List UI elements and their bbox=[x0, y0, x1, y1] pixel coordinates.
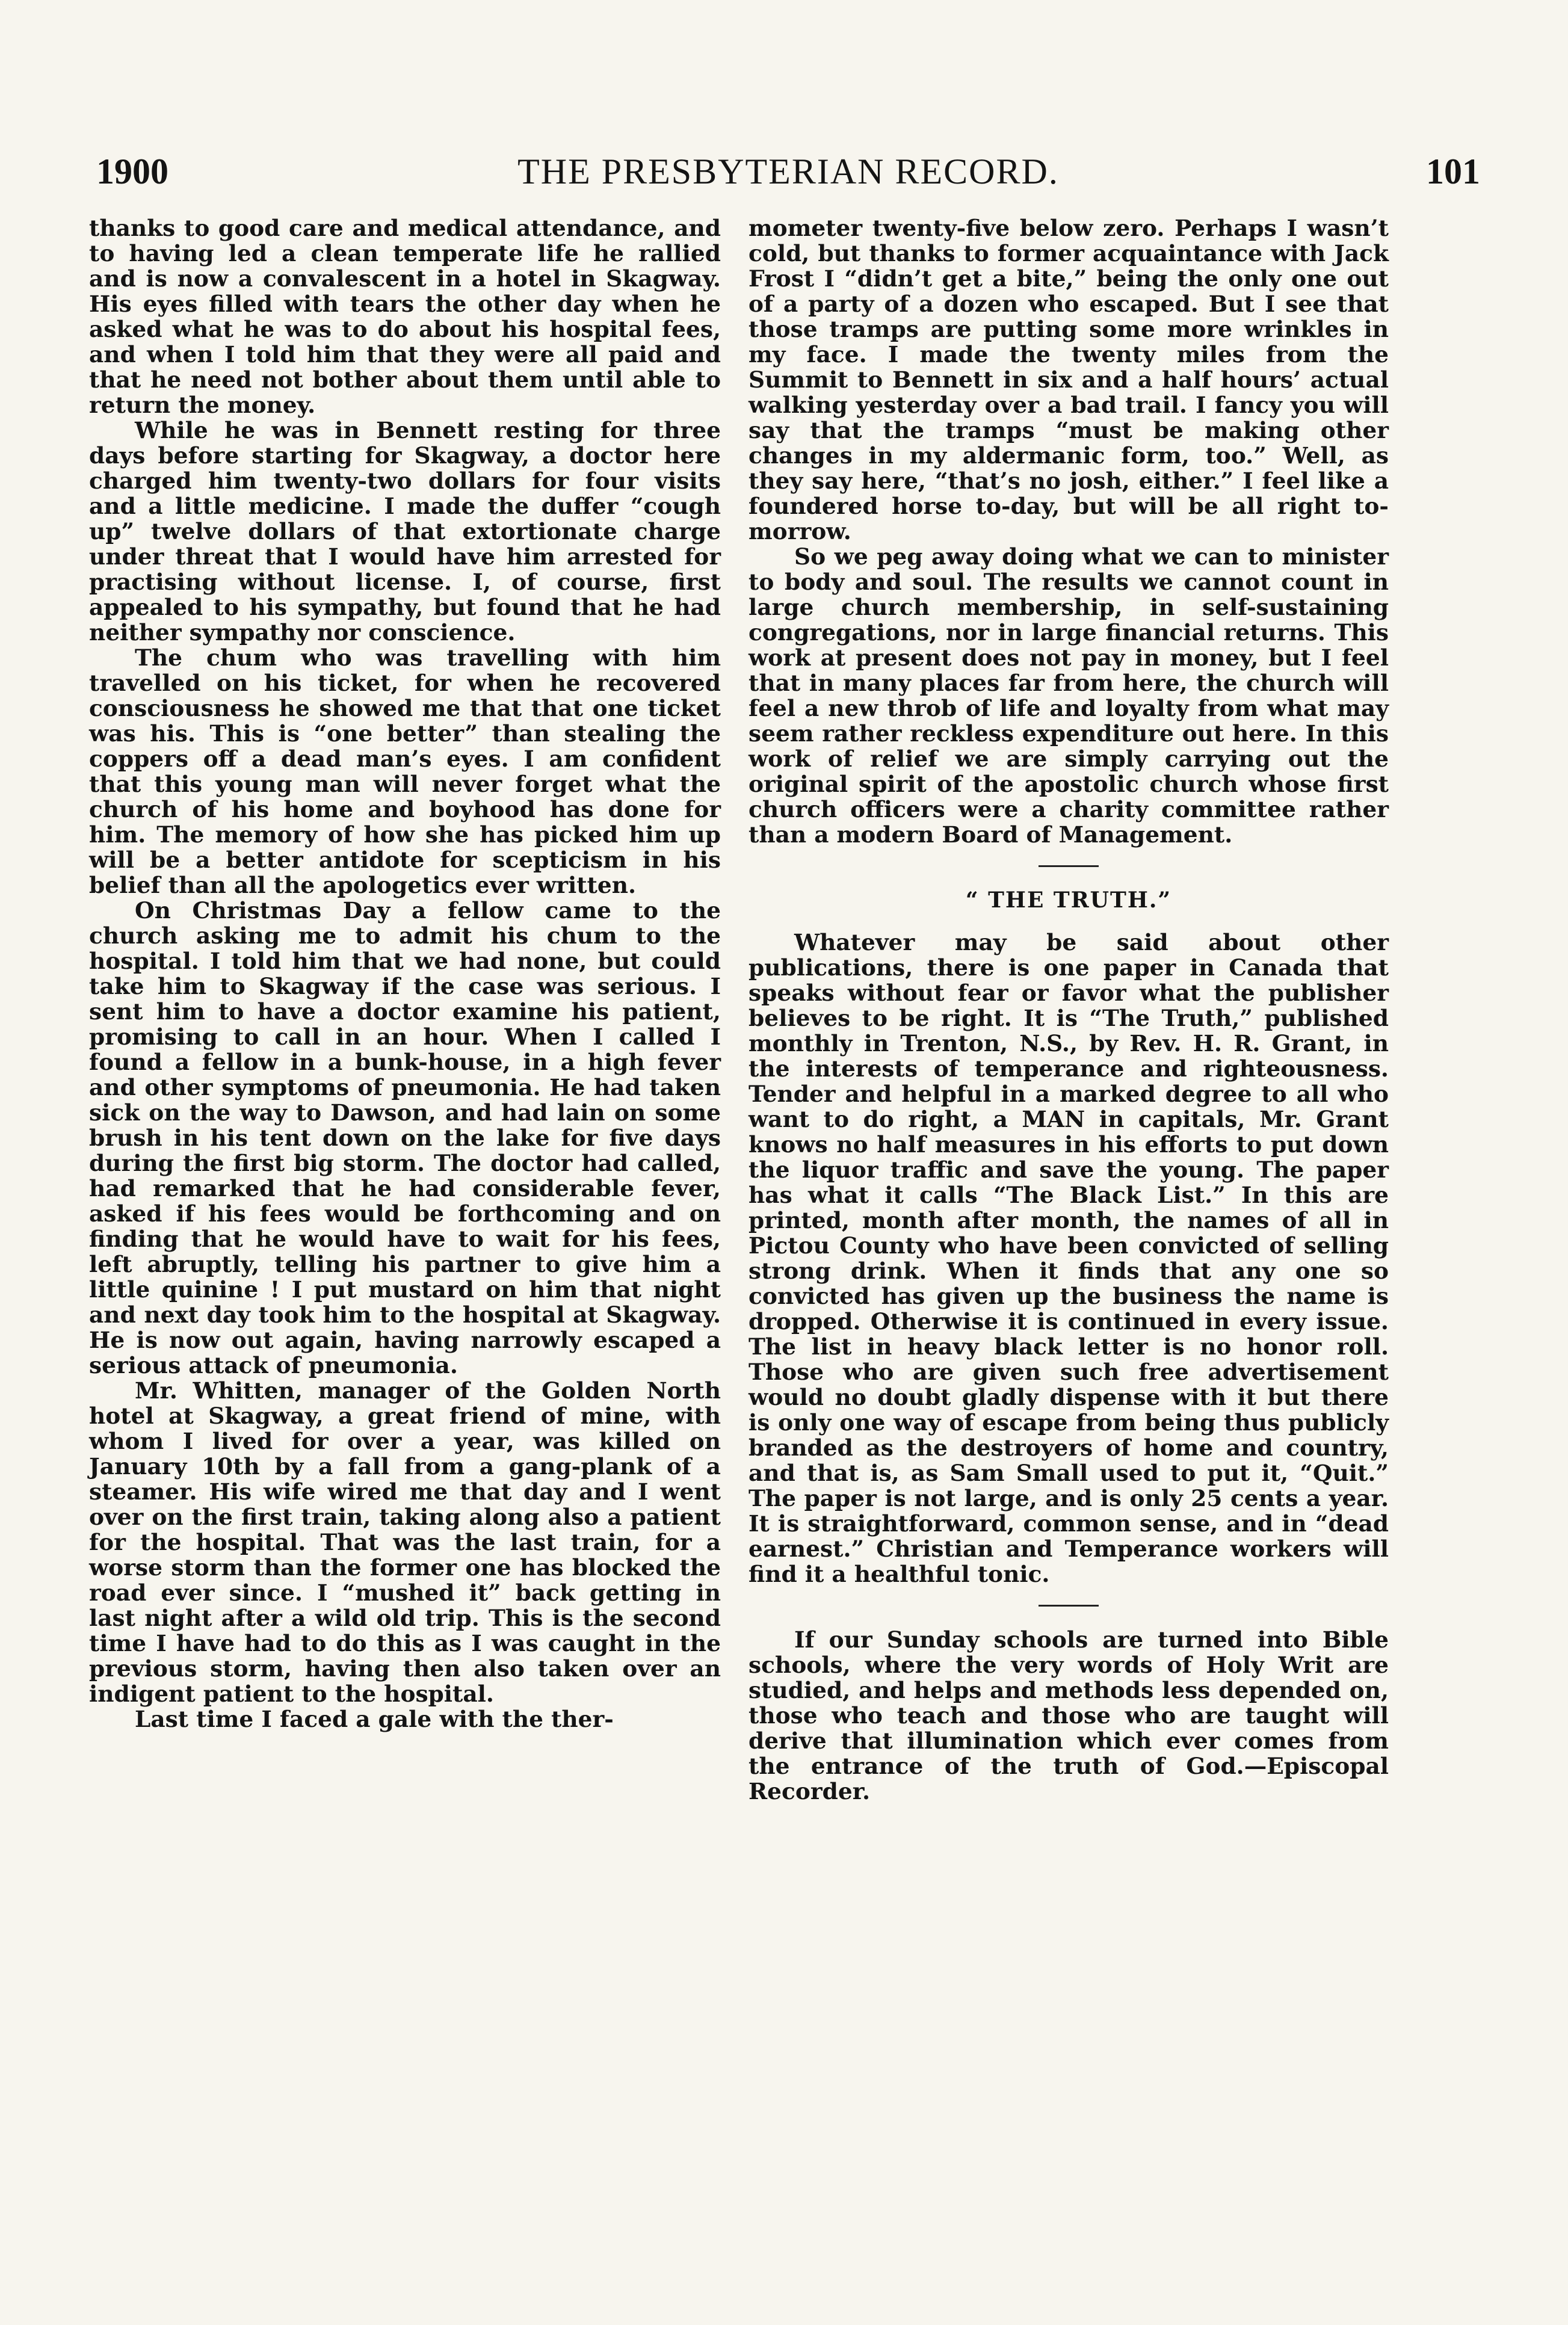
paragraph: Last time I faced a gale with the ther- bbox=[135, 1706, 614, 1732]
right-column bbox=[749, 215, 1389, 1804]
section-divider bbox=[1039, 1605, 1099, 1607]
paragraph: While he was in Bennett resting for three days before starting for Skagway, a doctor here charged him twenty-two dollars for four visits and a little medicine. I made the duffer “cough up” twelve dollars of that extortionate charge under threat that I would have him arrested for practising without license. I, of course, first appealed to his sympathy, but found that he had neither sympathy nor conscience. bbox=[89, 417, 721, 646]
paragraph: On Christmas Day a fellow came to the church asking me to admit his chum to the hospital. I told him that we had none, but could take him to Skagway if the case was serious. I sent him to have a doctor examine his patient, promising to call in an hour. When I called I found a fellow in a bunk-house, in a high fever and other symptoms of pneumonia. He had taken sick on the way to Dawson, and had lain on some brush in his tent down on the lake for five days during the first big storm. The doctor had called, had remarked that he had considerable fever, asked if his fees would be forthcoming and on finding that he would have to wait for his fees, left abruptly, telling his partner to give him a little quinine ! I put mustard on him that night and next day took him to the hospital at Skagway. He is now out again, having narrowly escaped a serious attack of pneumonia. bbox=[89, 897, 721, 1379]
page-number: 101 bbox=[1426, 152, 1480, 191]
section-divider bbox=[1039, 865, 1099, 867]
publication-title: THE PRESBYTERIAN RECORD. bbox=[517, 152, 1059, 191]
paragraph: If our Sunday schools are turned into Bible schools, where the very words of Holy Writ are studied, and helps and methods less depended on, those who teach and those who are taught will derive that illumination which ever comes from the entrance of the truth of God.—Episcopal Recorder. bbox=[749, 1626, 1389, 1805]
paragraph: mometer twenty-five below zero. Perhaps I wasn’t cold, but thanks to former acquaintance with Jack Frost I “didn’t get a bite,” being the only one out of a party of a dozen who escaped. But I see that those tramps are putting some more wrinkles in my face. I made the twenty miles from the Summit to Bennett in six and a half hours’ actual walking yesterday over a bad trail. I fancy you will say that the tramps “must be making other changes in my aldermanic form, too.” Well, as they say here, “that’s no josh, either.” I feel like a foundered horse to-day, but will be all right to-morrow. bbox=[749, 215, 1389, 545]
page-header bbox=[96, 144, 1480, 199]
left-column bbox=[89, 215, 721, 1732]
paragraph: Mr. Whitten, manager of the Golden North hotel at Skagway, a great friend of mine, with whom I lived for over a year, was killed on January 10th by a fall from a gang-plank of a steamer. His wife wired me that day and I went over on the first train, taking along also a patient for the hospital. That was the last train, for a worse storm than the former one has blocked the road ever since. I “mushed it” back getting in last night after a wild old trip. This is the second time I have had to do this as I was caught in the previous storm, having then also taken over an indigent patient to the hospital. bbox=[89, 1377, 721, 1707]
header-year: 1900 bbox=[96, 152, 168, 191]
section-heading: “ THE TRUTH.” bbox=[965, 888, 1172, 913]
paragraph: thanks to good care and medical attendance, and to having led a clean temperate life he rallied and is now a convalescent in a hotel in Skagway. His eyes filled with tears the other day when he asked what he was to do about his hospital fees, and when I told him that they were all paid and that he need not bother about them until able to return the money. bbox=[89, 215, 721, 418]
paragraph: Whatever may be said about other publications, there is one paper in Canada that speaks without fear or favor what the publisher believes to be right. It is “The Truth,” published monthly in Trenton, N.S., by Rev. H. R. Grant, in the interests of temperance and righteousness. Tender and helpful in a marked degree to all who want to do right, a MAN in capitals, Mr. Grant knows no half measures in his efforts to put down the liquor traffic and save the young. The paper has what it calls “The Black List.” In this are printed, month after month, the names of all in Pictou County who have been convicted of selling strong drink. When it finds that any one so convicted has given up the business the name is dropped. Otherwise it is continued in every issue. The list in heavy black letter is no honor roll. Those who are given such free advertisement would no doubt gladly dispense with it but there is only one way of escape from being thus publicly branded as the destroyers of home and country, and that is, as Sam Small used to put it, “Quit.” The paper is not large, and is only 25 cents a year. It is straightforward, common sense, and in “dead earnest.” Christian and Temperance workers will find it a healthful tonic. bbox=[749, 929, 1389, 1587]
paragraph: So we peg away doing what we can to minister to body and soul. The results we cannot count in large church membership, in self-sustaining congregations, nor in large financial returns. This work at present does not pay in money, but I feel that in many places far from here, the church will feel a new throb of life and loyalty from what may seem rather reckless expenditure out here. In this work of relief we are simply carrying out the original spirit of the apostolic church whose first church officers were a charity committee rather than a modern Board of Management. bbox=[749, 543, 1389, 848]
paragraph: The chum who was travelling with him travelled on his ticket, for when he recovered consciousness he showed me that that one ticket was his. This is “one better” than stealing the coppers off a dead man’s eyes. I am confident that this young man will never forget what the church of his home and boyhood has done for him. The memory of how she has picked him up will be a better antidote for scepticism in his belief than all the apologetics ever written. bbox=[89, 644, 721, 898]
